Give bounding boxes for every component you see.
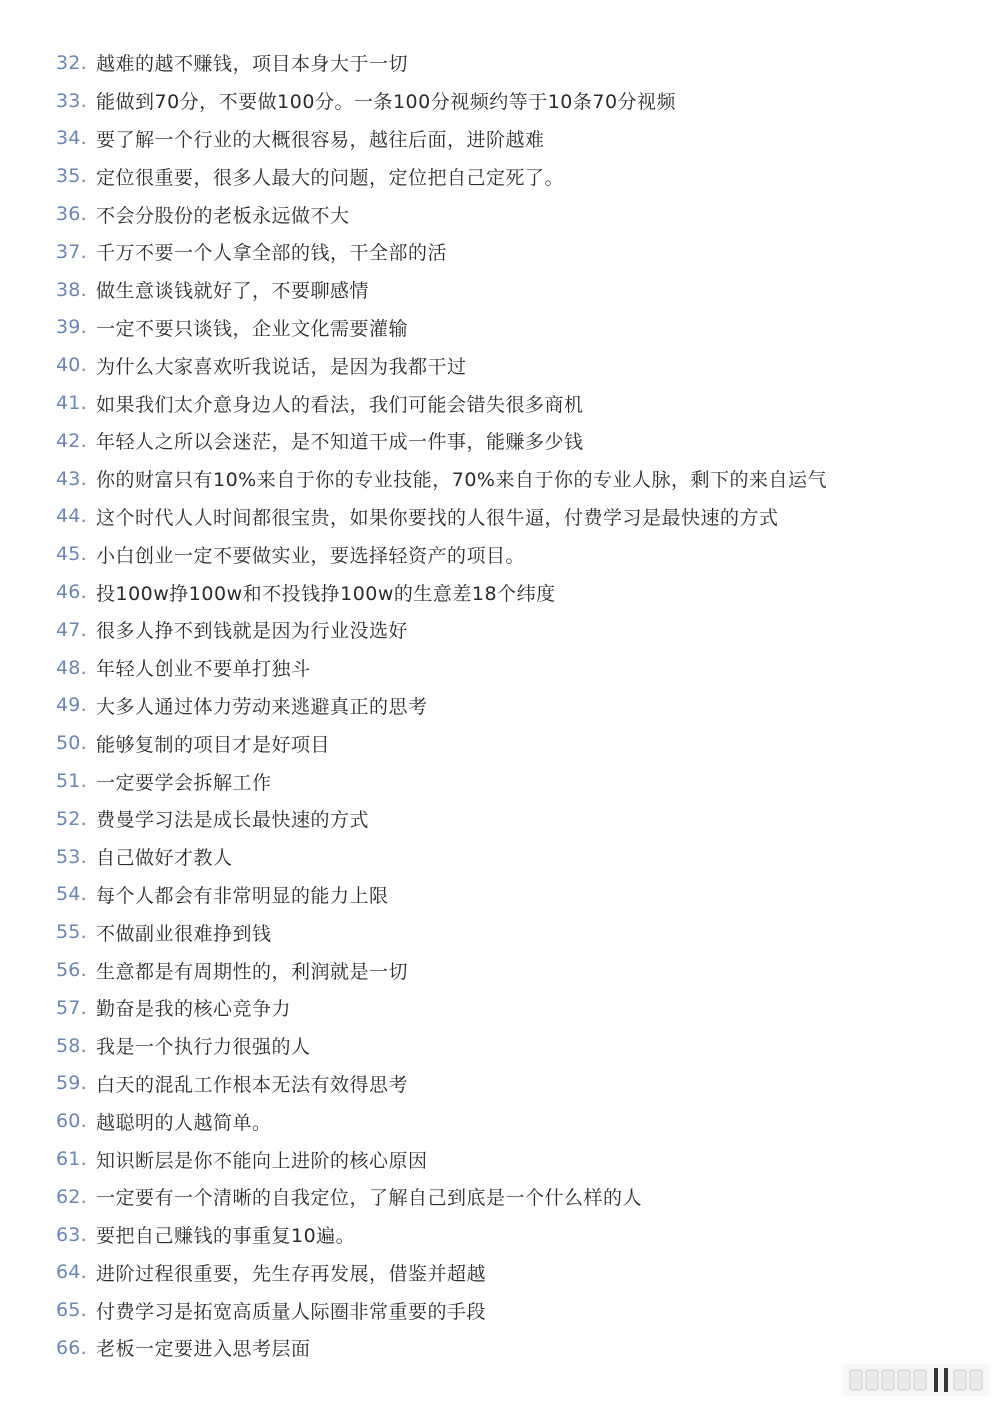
item-number: 37. bbox=[56, 240, 87, 263]
list-item bbox=[56, 1254, 976, 1292]
item-text: 费曼学习法是成长最快速的方式 bbox=[96, 809, 370, 832]
list-item bbox=[56, 649, 976, 687]
item-number: 56. bbox=[56, 959, 87, 982]
item-number: 34. bbox=[56, 127, 87, 150]
item-text: 你的财富只有10%来自于你的专业技能，70%来自于你的专业人脉，剩下的来自运气 bbox=[96, 469, 827, 492]
item-text: 我是一个执行力很强的人 bbox=[96, 1036, 311, 1059]
item-number: 50. bbox=[56, 732, 87, 755]
list-item bbox=[56, 460, 976, 498]
item-number: 42. bbox=[56, 429, 87, 452]
item-number: 46. bbox=[56, 581, 87, 604]
item-number: 45. bbox=[56, 543, 87, 566]
item-text: 大多人通过体力劳动来逃避真正的思考 bbox=[96, 695, 428, 718]
item-number: 35. bbox=[56, 165, 87, 188]
item-number: 39. bbox=[56, 316, 87, 339]
item-text: 一定要有一个清晰的自我定位，了解自己到底是一个什么样的人 bbox=[96, 1187, 643, 1210]
list-item bbox=[56, 1065, 976, 1103]
item-number: 33. bbox=[56, 89, 87, 112]
item-number: 40. bbox=[56, 354, 87, 377]
item-number: 59. bbox=[56, 1072, 87, 1095]
item-number: 32. bbox=[56, 51, 87, 74]
item-text: 年轻人之所以会迷茫，是不知道干成一件事，能赚多少钱 bbox=[96, 431, 584, 454]
item-number: 62. bbox=[56, 1185, 87, 1208]
item-text: 做生意谈钱就好了，不要聊感情 bbox=[96, 280, 370, 303]
item-number: 63. bbox=[56, 1223, 87, 1246]
list-item bbox=[56, 687, 976, 725]
item-number: 52. bbox=[56, 807, 87, 830]
list-item bbox=[56, 1291, 976, 1329]
list-item bbox=[56, 838, 976, 876]
item-text: 越难的越不赚钱，项目本身大于一切 bbox=[96, 53, 409, 76]
item-number: 57. bbox=[56, 996, 87, 1019]
list-item bbox=[56, 271, 976, 309]
item-text: 不会分股份的老板永远做不大 bbox=[96, 204, 350, 227]
item-text: 一定不要只谈钱，企业文化需要灌输 bbox=[96, 317, 409, 340]
list-item bbox=[56, 1178, 976, 1216]
list-item bbox=[56, 120, 976, 158]
item-text: 勤奋是我的核心竞争力 bbox=[96, 998, 292, 1021]
item-number: 55. bbox=[56, 921, 87, 944]
item-number: 54. bbox=[56, 883, 87, 906]
item-number: 61. bbox=[56, 1148, 87, 1170]
item-number: 44. bbox=[56, 505, 87, 528]
item-text: 为什么大家喜欢听我说话，是因为我都干过 bbox=[96, 355, 467, 378]
list-item bbox=[56, 951, 976, 989]
item-text: 小白创业一定不要做实业，要选择轻资产的项目。 bbox=[96, 544, 526, 567]
item-number: 43. bbox=[56, 467, 87, 490]
item-text: 进阶过程很重要，先生存再发展，借鉴并超越 bbox=[96, 1262, 487, 1285]
item-number: 36. bbox=[56, 203, 87, 226]
item-text: 白天的混乱工作根本无法有效得思考 bbox=[96, 1073, 409, 1096]
item-text: 付费学习是拓宽高质量人际圈非常重要的手段 bbox=[96, 1300, 487, 1323]
item-text: 年轻人创业不要单打独斗 bbox=[96, 658, 311, 681]
list-item bbox=[56, 309, 976, 347]
item-text: 能做到70分，不要做100分。一条100分视频约等于10条70分视频 bbox=[96, 91, 677, 114]
item-text: 不做副业很难挣到钱 bbox=[96, 922, 272, 945]
item-number: 64. bbox=[56, 1261, 87, 1284]
item-text: 能够复制的项目才是好项目 bbox=[96, 733, 331, 756]
item-text: 千万不要一个人拿全部的钱，干全部的活 bbox=[96, 242, 448, 265]
item-text: 如果我们太介意身边人的看法，我们可能会错失很多商机 bbox=[96, 393, 584, 416]
item-text: 越聪明的人越简单。 bbox=[96, 1111, 272, 1134]
item-text: 要了解一个行业的大概很容易，越往后面，进阶越难 bbox=[96, 128, 545, 151]
list-item bbox=[56, 1102, 976, 1140]
list-item bbox=[56, 762, 976, 800]
list-item bbox=[56, 724, 976, 762]
list-item bbox=[56, 1216, 976, 1254]
list-item bbox=[56, 611, 976, 649]
list-item bbox=[56, 800, 976, 838]
item-number: 53. bbox=[56, 845, 87, 868]
list-item bbox=[56, 157, 976, 195]
item-text: 要把自己赚钱的事重复10遍。 bbox=[96, 1225, 356, 1248]
item-number: 65. bbox=[56, 1299, 87, 1322]
item-text: 定位很重要，很多人最大的问题，定位把自己定死了。 bbox=[96, 166, 565, 189]
list-item bbox=[56, 498, 976, 536]
list-item bbox=[56, 573, 976, 611]
item-number: 51. bbox=[56, 770, 87, 793]
item-number: 47. bbox=[56, 618, 87, 641]
list-item bbox=[56, 422, 976, 460]
list-item bbox=[56, 384, 976, 422]
numbered-list bbox=[56, 44, 976, 1367]
item-text: 很多人挣不到钱就是因为行业没选好 bbox=[96, 620, 409, 643]
list-item bbox=[56, 913, 976, 951]
item-number: 58. bbox=[56, 1034, 87, 1057]
item-text: 一定要学会拆解工作 bbox=[96, 771, 272, 794]
list-item bbox=[56, 195, 976, 233]
list-item bbox=[56, 233, 976, 271]
list-item bbox=[56, 346, 976, 384]
list-item bbox=[56, 989, 976, 1027]
list-item bbox=[56, 1329, 976, 1367]
list-item bbox=[56, 876, 976, 914]
item-number: 60. bbox=[56, 1110, 87, 1133]
list-item bbox=[56, 44, 976, 82]
item-text: 生意都是有周期性的，利润就是一切 bbox=[96, 960, 409, 983]
item-text: 这个时代人人时间都很宝贵，如果你要找的人很牛逼，付费学习是最快速的方式 bbox=[96, 506, 779, 529]
item-text: 老板一定要进入思考层面 bbox=[96, 1338, 311, 1361]
bar-logo-icon bbox=[842, 1358, 990, 1402]
item-number: 49. bbox=[56, 694, 87, 717]
list-item bbox=[56, 82, 976, 120]
item-text: 每个人都会有非常明显的能力上限 bbox=[96, 884, 389, 907]
item-number: 48. bbox=[56, 656, 87, 679]
item-text: 知识断层是你不能向上进阶的核心原因 bbox=[96, 1149, 428, 1172]
list-item bbox=[56, 1027, 976, 1065]
item-number: 38. bbox=[56, 278, 87, 301]
item-number: 66. bbox=[56, 1336, 87, 1359]
item-text: 投100w挣100w和不投钱挣100w的生意差18个纬度 bbox=[96, 582, 556, 605]
item-number: 41. bbox=[56, 392, 87, 415]
item-text: 自己做好才教人 bbox=[96, 847, 233, 870]
list-item bbox=[56, 535, 976, 573]
list-item bbox=[56, 1140, 976, 1178]
